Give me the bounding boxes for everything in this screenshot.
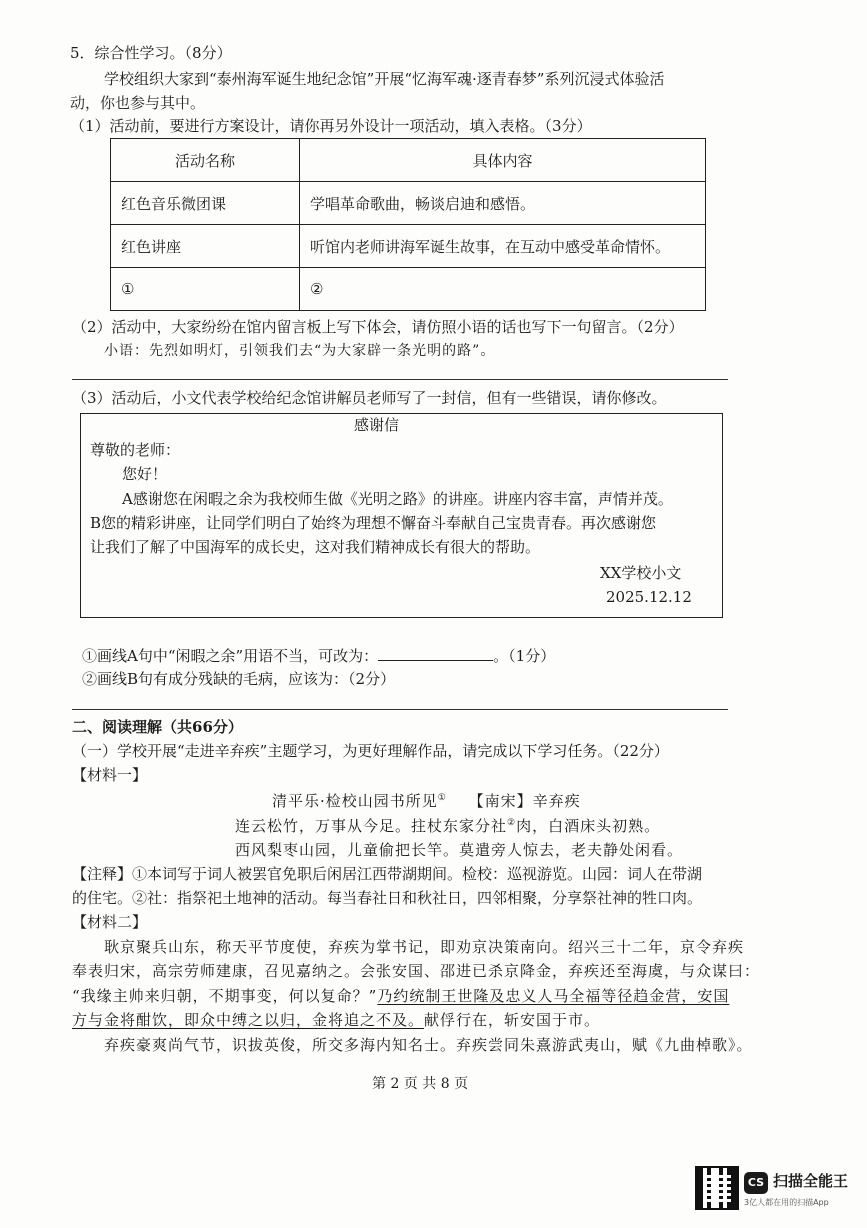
scanner-app-name: 扫描全能王	[773, 1172, 849, 1190]
table-header-cell: 具体内容	[300, 139, 706, 182]
poem-title: 清平乐·检校山园书所见	[272, 792, 438, 810]
footnote-mark: ②	[507, 818, 517, 828]
table-header-cell: 活动名称	[111, 139, 300, 182]
question-5-intro-line1: 学校组织大家到“泰州海军诞生地纪念馆”开展“忆海军魂·逐青春梦”系列沉浸式体验活	[104, 70, 665, 88]
answer-line[interactable]	[72, 379, 728, 380]
material-2-line1: 耿京聚兵山东，称天平节度使，弃疾为掌书记，即劝京决策南向。绍兴三十二年，京令弃疾	[104, 938, 745, 956]
example-message: 小语：先烈如明灯，引领我们去“为大家辟一条光明的路”。	[104, 343, 496, 359]
question-5-intro-line2: 动，你也参与其中。	[70, 94, 206, 112]
table-cell: 听馆内老师讲海军诞生故事，在互动中感受革命情怀。	[300, 225, 706, 268]
table-cell: 红色音乐微团课	[111, 182, 300, 225]
scanner-tagline: 3亿人都在用的扫描App	[744, 1198, 829, 1207]
section-1-intro: （一）学校开展“走进辛弃疾”主题学习，为更好理解作品，请完成以下学习任务。（22分）	[72, 742, 669, 760]
camscanner-logo: CS	[744, 1172, 768, 1194]
table-row	[111, 225, 706, 268]
question-5-part1: （1）活动前，要进行方案设计，请你再另外设计一项活动，填入表格。（3分）	[70, 117, 592, 135]
answer-line[interactable]	[72, 709, 728, 710]
question-5-part3: （3）活动后，小文代表学校给纪念馆讲解员老师写了一封信，但有一些错误，请你修改。	[72, 389, 667, 407]
letter-body-line3: 让我们了解了中国海军的成长史，这对我们精神成长有很大的帮助。	[90, 538, 541, 556]
poem-author: 【南宋】辛弃疾	[468, 792, 581, 810]
part2-title: 二、阅读理解（共66分）	[72, 718, 243, 736]
answer-blank-cell[interactable]: ①	[111, 268, 300, 311]
table-cell: 红色讲座	[111, 225, 300, 268]
footnote-mark: ①	[437, 793, 447, 803]
annotation-line1: 【注释】①本词写于词人被罢官免职后闲居江西带湖期间。检校：巡视游览。山园：词人在带湖	[72, 865, 703, 883]
poem-line-2: 西风梨枣山园，儿童偷把长竿。莫遣旁人惊去，老夫静处闲看。	[235, 841, 684, 859]
subquestion-1-score: 。（1分）	[493, 647, 556, 665]
poem-text: 连云松竹，万事从今足。拄杖东家分社	[235, 817, 508, 835]
subquestion-2: ②画线B句有成分残缺的毛病，应该为：（2分）	[82, 670, 396, 688]
poem-heading	[272, 792, 581, 810]
letter-body-line2: B您的精彩讲座，让同学们明白了始终为理想不懈奋斗奉献自己宝贵青春。再次感谢您	[90, 514, 657, 532]
material-2-text: “我缘主帅来归朝，不期事变，何以复命？”	[72, 987, 378, 1005]
table-row	[111, 268, 706, 311]
material-2-line2: 奉表归宋，高宗劳师建康，召见嘉纳之。会张安国、邵进已杀京降金，弃疾还至海虞，与众谋曰：	[72, 962, 761, 980]
material-2-line5: 弃疾豪爽尚气节，识拔英俊，所交多海内知名士。弃疾尝同朱熹游武夷山，赋《九曲棹歌》。	[104, 1036, 753, 1054]
underlined-sentence: 方与金将酣饮，即众中缚之以归，金将追之不及。	[72, 1011, 425, 1029]
letter-greeting: 您好！	[122, 465, 168, 483]
answer-blank-cell[interactable]: ②	[300, 268, 706, 311]
table-row	[111, 182, 706, 225]
letter-signature: XX学校小文	[600, 564, 682, 582]
table-header-row	[111, 139, 706, 182]
poem-text: 肉，白酒床头初熟。	[516, 817, 661, 835]
activity-plan-table	[110, 138, 706, 311]
material-1-label: 【材料一】	[72, 766, 148, 784]
letter-date: 2025.12.12	[606, 588, 692, 606]
page-footer: 第 2 页 共 8 页	[372, 1076, 469, 1092]
letter-body-line1: A感谢您在闲暇之余为我校师生做《光明之路》的讲座。讲座内容丰富，声情并茂。	[122, 490, 673, 508]
material-2-label: 【材料二】	[72, 913, 148, 931]
table-cell: 学唱革命歌曲，畅谈启迪和感悟。	[300, 182, 706, 225]
material-2-line3	[72, 987, 729, 1005]
question-5-part2: （2）活动中，大家纷纷在馆内留言板上写下体会，请仿照小语的话也写下一句留言。（2分）	[72, 318, 684, 336]
qr-code-icon	[697, 1168, 737, 1208]
material-2-line4	[72, 1011, 600, 1029]
subquestion-1	[82, 646, 555, 665]
letter-salutation: 尊敬的老师：	[90, 441, 181, 459]
underlined-sentence: 乃约统制王世隆及忠义人马全福等径趋金营，安国	[377, 987, 730, 1005]
question-5-title: 5．综合性学习。（8分）	[70, 44, 232, 62]
answer-blank[interactable]	[378, 646, 493, 661]
subquestion-1-text: ①画线A句中“闲暇之余”用语不当，可改为：	[82, 647, 379, 665]
annotation-line2: 的住宅。②社：指祭祀土地神的活动。每当春社日和秋社日，四邻相聚，分享祭社神的牲口肉。	[72, 889, 703, 907]
material-2-text: 献俘行在，斩安国于市。	[424, 1011, 601, 1029]
poem-line-1	[235, 817, 660, 835]
letter-title: 感谢信	[354, 416, 400, 434]
